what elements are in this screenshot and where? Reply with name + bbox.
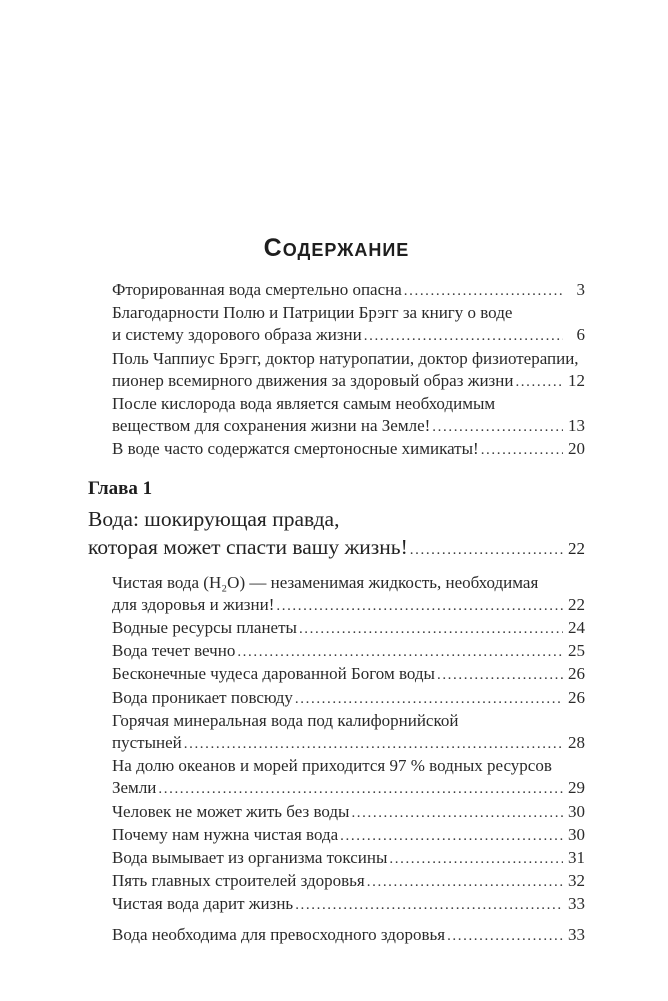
toc-entry-line [112, 348, 585, 370]
dot-leader [515, 371, 563, 393]
page-title: Содержание [263, 234, 410, 262]
entry-text: Фторированная вода смертельно опасна [112, 280, 402, 299]
toc-entry [88, 572, 585, 617]
page-number: 24 [568, 618, 585, 638]
toc-entry-line [112, 324, 585, 347]
toc-entry-line [112, 801, 585, 824]
page-number: 31 [568, 848, 585, 868]
entry-text: и систему здорового образа жизни [112, 325, 362, 345]
toc-entry-line [112, 617, 585, 640]
toc-entry-line [112, 687, 585, 710]
toc-entry-line [112, 732, 585, 755]
entry-text: Горячая минеральная вода под калифорнийской [112, 710, 459, 730]
dot-leader [367, 871, 563, 893]
entry-text: Поль Чаппиус Брэгг, доктор натуропатии, доктор физиотерапии, [112, 348, 579, 368]
entry-text: Чистая вода дарит жизнь [112, 894, 294, 914]
page-number: 3 [576, 280, 585, 299]
toc-entry-line [112, 279, 585, 302]
toc-content [88, 234, 585, 947]
toc-entry [88, 847, 585, 870]
dot-leader [299, 618, 563, 640]
toc-entry [88, 640, 585, 663]
entry-text: Почему нам нужна чистая вода [112, 824, 339, 844]
toc-entry-line [112, 847, 585, 870]
entry-text: пустыней [112, 733, 182, 753]
dot-leader [276, 595, 563, 617]
entry-text: Благодарности Полю и Патриции Брэгг за книгу о воде [112, 303, 513, 323]
dot-leader [184, 733, 563, 755]
dot-leader [481, 439, 563, 461]
dot-leader [389, 848, 563, 870]
toc-entry [88, 893, 585, 916]
page-number: 30 [568, 801, 585, 821]
toc-entry [88, 438, 585, 461]
page-number: 33 [568, 894, 585, 914]
dot-leader [351, 802, 563, 824]
entry-text: На долю океанов и морей приходится 97 % водных ресурсов [112, 756, 552, 776]
chapter-label: Глава 1 [88, 477, 153, 499]
toc-entry-line [112, 924, 585, 947]
dot-leader [237, 641, 563, 663]
dot-leader [432, 416, 563, 438]
toc-entry [88, 279, 585, 302]
toc-entry-line [112, 663, 585, 686]
toc-entry-line [112, 893, 585, 916]
chapter-heading [88, 475, 585, 565]
toc-entry-line [112, 415, 585, 438]
toc-entry-line [112, 302, 585, 324]
toc-entry-line [112, 640, 585, 663]
chapter-title-text: которая может спасти вашу жизнь! [88, 535, 408, 560]
dot-leader [410, 536, 563, 565]
toc-entry-line [112, 777, 585, 800]
page-number: 12 [568, 370, 585, 390]
toc-entry [88, 710, 585, 755]
page-number: 29 [568, 778, 585, 798]
toc-entry-line [112, 393, 585, 415]
entry-text: Человек не может жить без воды [112, 801, 350, 821]
entry-text: Земли [112, 778, 157, 798]
toc-entry [88, 687, 585, 710]
page-number: 20 [568, 439, 585, 459]
toc-entry-line [112, 710, 585, 732]
entry-text: Вода необходима для превосходного здоровья [112, 924, 446, 944]
toc-entry-line [112, 824, 585, 847]
entry-text: Пять главных строителей здоровья [112, 871, 365, 891]
entry-text: веществом для сохранения жизни на Земле! [112, 416, 431, 436]
toc-entry [88, 755, 585, 800]
page-number: 26 [568, 687, 585, 707]
toc-chapter-entries-list [88, 572, 585, 947]
page-number: 6 [576, 325, 585, 345]
toc-entry-line [112, 370, 585, 393]
toc-entry [88, 801, 585, 824]
dot-leader [295, 894, 563, 916]
toc-front-matter-list [88, 279, 585, 462]
toc-entry-line [112, 572, 585, 594]
page-number: 26 [568, 664, 585, 684]
page-number: 30 [568, 824, 585, 844]
dot-leader [340, 825, 563, 847]
toc-entry [88, 663, 585, 686]
chapter-title-text: Вода: шокирующая правда, [88, 506, 340, 531]
page-number: 33 [568, 924, 585, 944]
entry-text: Вода вымывает из организма токсины [112, 848, 388, 868]
page-number: 28 [568, 733, 585, 753]
dot-leader [295, 688, 563, 710]
toc-entry [88, 824, 585, 847]
toc-entry [88, 924, 585, 947]
page-number: 25 [568, 641, 585, 661]
toc-entry-line [112, 870, 585, 893]
entry-text: Водные ресурсы планеты [112, 618, 297, 638]
dot-leader [364, 325, 563, 347]
chapter-title-line [88, 533, 585, 565]
dot-leader [158, 778, 563, 800]
page-number: 13 [568, 416, 585, 436]
dot-leader [437, 664, 563, 686]
toc-entry [88, 393, 585, 438]
toc-entry [88, 870, 585, 893]
toc-entry [88, 617, 585, 640]
toc-entry [88, 302, 585, 347]
entry-text: Бесконечные чудеса дарованной Богом воды [112, 664, 435, 684]
entry-text: Вода проникает повсюду [112, 687, 293, 707]
entry-text: Чистая вода (H₂O) — незаменимая жидкость, необходимая [112, 572, 539, 592]
chapter-title-line [88, 505, 585, 534]
toc-entry-line [112, 594, 585, 617]
entry-text: Вода течет вечно [112, 641, 236, 661]
entry-text: В воде часто содержатся смертоносные химикаты! [112, 439, 479, 459]
page-number: 22 [568, 539, 585, 559]
page-number: 32 [568, 871, 585, 891]
dot-leader [404, 280, 563, 302]
toc-entry [88, 348, 585, 393]
toc-entry-line [112, 438, 585, 461]
entry-text: для здоровья и жизни! [112, 594, 275, 614]
toc-entry-line [112, 755, 585, 777]
entry-text: пионер всемирного движения за здоровый образ жизни [112, 370, 514, 390]
page-number: 22 [568, 594, 585, 614]
entry-text: После кислорода вода является самым необходимым [112, 394, 496, 414]
dot-leader [447, 925, 563, 947]
